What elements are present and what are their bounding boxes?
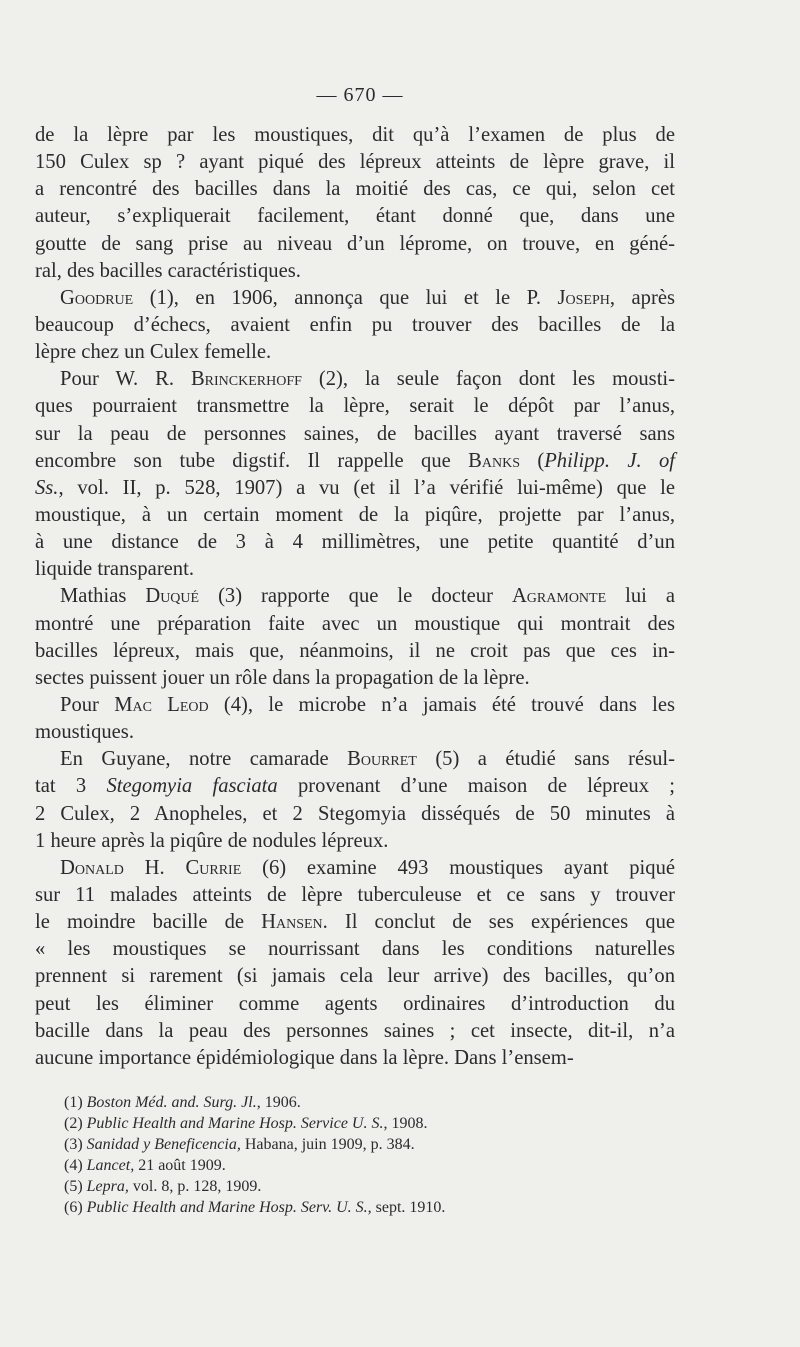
text-run: ( xyxy=(519,449,545,472)
text-run: encombre son tube digstif. Il rappelle que xyxy=(35,449,469,472)
text-run: peut les éliminer comme agents ordinaires d’introduction du xyxy=(35,992,675,1015)
paragraph xyxy=(35,746,675,855)
text-line xyxy=(35,882,675,909)
text-line xyxy=(35,421,675,448)
text-line xyxy=(35,746,675,773)
text-run: ral, des bacilles caractéristiques. xyxy=(35,259,301,282)
text-run: Pour xyxy=(60,693,115,716)
text-line xyxy=(35,366,675,393)
body-text xyxy=(35,122,675,1072)
text-line xyxy=(35,1018,675,1045)
text-run: a rencontré des bacilles dans la moitié des cas, ce qui, selon cet xyxy=(35,178,675,201)
text-run: sur 11 malades atteints de lèpre tuberculeuse et ce sans y trouver xyxy=(35,883,675,906)
page-number: — 670 — xyxy=(316,84,404,106)
text-line xyxy=(35,176,675,203)
text-run: Habana, juin 1909, p. 384. xyxy=(240,1136,415,1154)
text-run: (1) xyxy=(64,1094,87,1111)
text-run: liquide transparent. xyxy=(35,558,194,581)
text-run: 2 Culex, 2 Anopheles, et 2 Stegomyia disséqués de 50 minutes à xyxy=(35,802,675,825)
text-run: Public Health and Marine Hosp. Service U. S. xyxy=(86,1115,384,1133)
text-run: ques pourraient transmettre la lèpre, serait le dépôt par l’anus, xyxy=(35,395,675,418)
text-line xyxy=(35,122,675,149)
text-run: (2) xyxy=(64,1115,87,1133)
text-run: (1), en 1906, annonça que lui et le P. xyxy=(133,286,558,309)
text-run: aucune importance épidémiologique dans la lèpre. Dans l’ensem- xyxy=(35,1046,574,1069)
text-run: Mac Leod xyxy=(114,693,209,716)
text-run: sept. 1910. xyxy=(371,1199,446,1217)
text-run: Duqué xyxy=(145,585,200,608)
text-line xyxy=(35,828,675,855)
text-run: le moindre bacille de xyxy=(35,911,262,934)
text-run: , vol. II, p. 528, 1907) a vu (et il l’a vérifié lui-même) que le xyxy=(58,476,675,499)
text-run: , 1908. xyxy=(383,1115,428,1133)
text-line xyxy=(35,339,675,366)
text-line xyxy=(35,719,675,746)
text-line xyxy=(35,448,675,475)
text-run: sur la peau de personnes saines, de bacilles ayant traversé sans xyxy=(35,422,675,445)
text-run: , 1906. xyxy=(256,1094,301,1111)
text-run: . Il conclut de ses expériences que xyxy=(322,911,676,934)
text-line xyxy=(35,638,675,665)
text-run: Bourret xyxy=(347,748,417,771)
text-line xyxy=(35,692,675,719)
text-line xyxy=(35,773,675,800)
text-run: bacilles lépreux, mais que, néanmoins, il ne croit pas que ces in- xyxy=(35,639,675,662)
text-run: Agramonte xyxy=(511,585,607,608)
text-run: Lepra, xyxy=(86,1178,129,1196)
text-run: Stegomyia fasciata xyxy=(106,775,278,798)
footnote xyxy=(64,1113,684,1134)
text-run: (6) xyxy=(64,1199,87,1217)
text-run: provenant d’une maison de lépreux ; xyxy=(277,775,675,798)
footnote xyxy=(64,1197,684,1218)
text-line xyxy=(35,258,675,285)
text-run: « les moustiques se nourrissant dans les conditions naturelles xyxy=(35,938,675,961)
text-run: montré une préparation faite avec un moustique qui montrait des xyxy=(35,612,675,635)
text-run: Philipp. J. of xyxy=(544,449,675,472)
footnote xyxy=(64,1092,684,1113)
text-line xyxy=(35,231,675,258)
text-run: prennent si rarement (si jamais cela leur arrive) des bacilles, qu’on xyxy=(35,965,675,988)
text-run: moustiques. xyxy=(35,721,134,744)
text-line xyxy=(35,203,675,230)
text-run: , après xyxy=(609,286,675,309)
text-run: Public Health and Marine Hosp. Serv. U. S., xyxy=(86,1199,372,1217)
text-line xyxy=(35,1045,675,1072)
text-line xyxy=(35,665,675,692)
text-run: bacille dans la peau des personnes saines ; cet insecte, dit-il, n’a xyxy=(35,1019,675,1042)
paragraph xyxy=(35,122,675,285)
text-run: (5) a étudié sans résul- xyxy=(416,748,675,771)
text-run: (3) xyxy=(64,1136,87,1154)
text-line xyxy=(35,909,675,936)
text-run: (2), la seule façon dont les mousti- xyxy=(301,368,675,391)
text-run: Mathias xyxy=(60,585,146,608)
text-run: Boston Méd. and. Surg. Jl. xyxy=(86,1094,257,1111)
text-run: Brinckerhoff xyxy=(190,368,302,391)
text-run: (4), le microbe n’a jamais été trouvé dans les xyxy=(208,693,675,716)
text-run: beaucoup d’échecs, avaient enfin pu trouver des bacilles de la xyxy=(35,313,675,336)
text-run: 1 heure après la piqûre de nodules lépreux. xyxy=(35,829,389,852)
text-run: lui a xyxy=(606,585,675,608)
text-line xyxy=(35,583,675,610)
footnote xyxy=(64,1176,684,1197)
text-run: Goodrue xyxy=(60,286,134,309)
text-line xyxy=(35,475,675,502)
text-line xyxy=(35,502,675,529)
text-run: Pour W. R. xyxy=(60,368,191,391)
text-line xyxy=(35,855,675,882)
text-run: (4) xyxy=(64,1157,87,1175)
paragraph xyxy=(35,692,675,746)
text-line xyxy=(35,963,675,990)
text-run: goutte de sang prise au niveau d’un léprome, on trouve, en géné- xyxy=(35,232,675,255)
text-run: En Guyane, notre camarade xyxy=(60,748,348,771)
text-run: (5) xyxy=(64,1178,87,1196)
text-run: 150 Culex sp ? ayant piqué des lépreux atteints de lèpre grave, il xyxy=(35,151,675,174)
text-run: tat 3 xyxy=(35,775,107,798)
text-run: Ss. xyxy=(35,476,59,499)
text-run: de la lèpre par les moustiques, dit qu’à l’examen de plus de xyxy=(35,124,675,146)
text-line xyxy=(35,556,675,583)
text-run: moustique, à un certain moment de la piqûre, projette par l’anus, xyxy=(35,503,675,526)
text-line xyxy=(35,936,675,963)
text-run: sectes puissent jouer un rôle dans la propagation de la lèpre. xyxy=(35,666,530,689)
text-line xyxy=(35,801,675,828)
text-run: lèpre chez un Culex femelle. xyxy=(35,341,272,364)
paragraph xyxy=(35,583,675,692)
text-run: à une distance de 3 à 4 millimètres, une petite quantité d’un xyxy=(35,531,675,554)
text-run: (3) rapporte que le docteur xyxy=(199,585,512,608)
footnote xyxy=(64,1155,684,1176)
paragraph xyxy=(35,366,675,583)
text-line xyxy=(35,991,675,1018)
footnotes xyxy=(64,1092,684,1219)
text-run: Hansen xyxy=(261,911,323,934)
paragraph xyxy=(35,285,675,366)
text-line xyxy=(35,611,675,638)
text-line xyxy=(35,529,675,556)
text-line xyxy=(35,149,675,176)
text-run: Lancet, xyxy=(86,1157,135,1175)
text-run: Joseph xyxy=(557,286,610,309)
text-line xyxy=(35,393,675,420)
text-line xyxy=(35,312,675,339)
text-line xyxy=(35,285,675,312)
text-run: (6) examine 493 moustiques ayant piqué xyxy=(241,856,676,879)
text-run: Donald H. Currie xyxy=(60,856,242,879)
text-run: Banks xyxy=(468,449,520,472)
footnote xyxy=(64,1134,684,1155)
text-run: 21 août 1909. xyxy=(134,1157,226,1175)
text-run: vol. 8, p. 128, 1909. xyxy=(128,1178,262,1196)
text-run: Sanidad y Beneficencia, xyxy=(86,1136,241,1154)
paragraph xyxy=(35,855,675,1072)
text-run: auteur, s’expliquerait facilement, étant donné que, dans une xyxy=(35,205,675,228)
